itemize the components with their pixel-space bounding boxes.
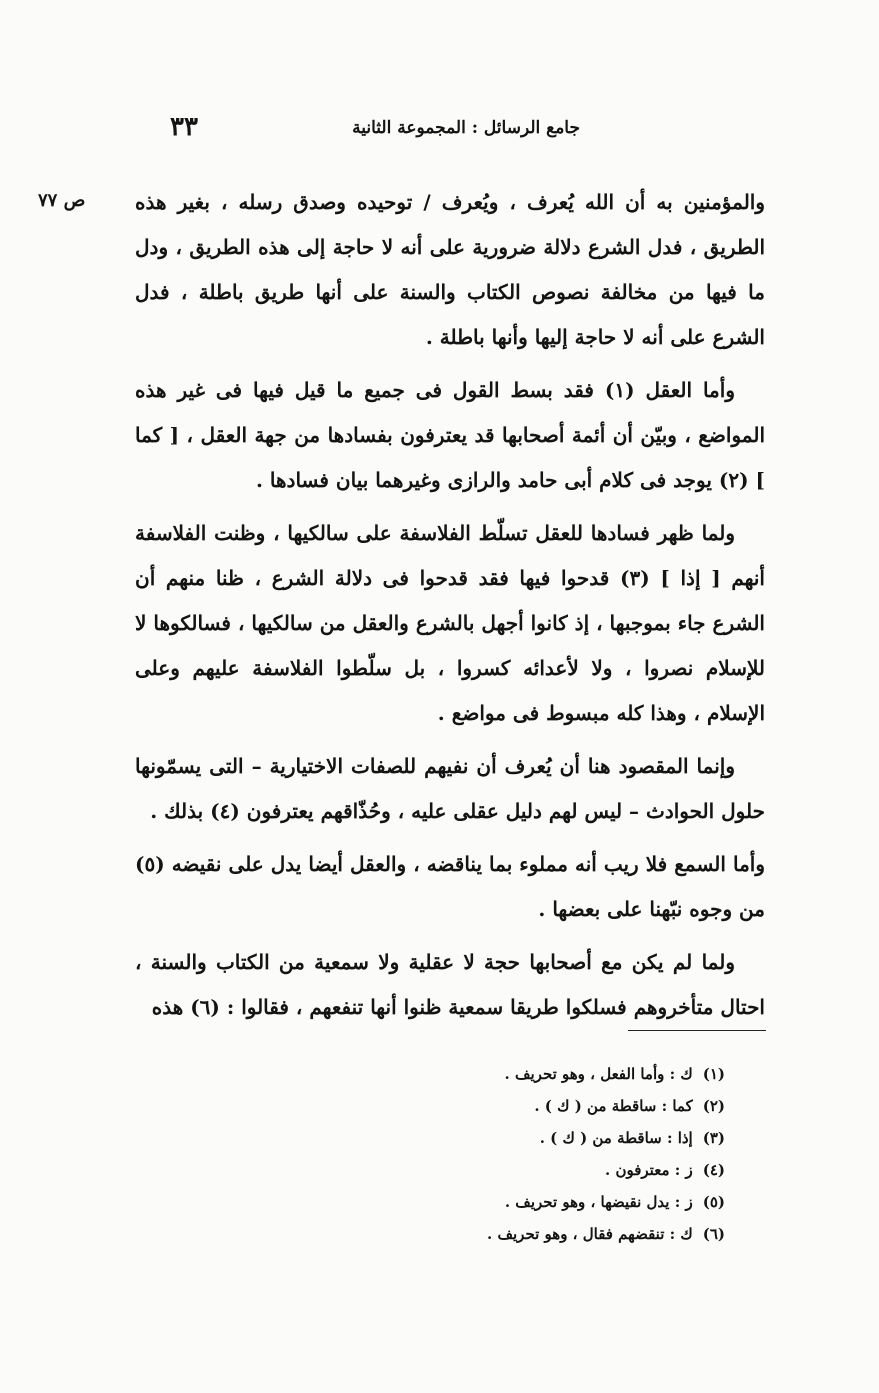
main-text [135,180,765,1038]
paragraph: وأما العقل (١) فقد بسط القول فى جميع ما قيل فيها فى غير هذه المواضع ، وبيّن أن أئمة أصحابها قد يعترفون بفسادها من جهة العقل ، [ كما ] (٢) يوجد فى كلام أبى حامد والرازى وغيرهما بيان فسادها . [135,378,765,492]
footnote-separator [628,1030,766,1031]
paragraph: ولما ظهر فسادها للعقل تسلّط الفلاسفة على سالكيها ، وظنت الفلاسفة أنهم [ إذا ] (٣) قدحوا فيها فقد قدحوا فى دلالة الشرع ، ظنا منهم أن الشرع جاء بموجبها ، إذ كانوا أجهل بالشرع والعقل من سالكيها ، فسالكوها لا للإسلام نصروا ، ولا لأعدائه كسروا ، بل سلّطوا الفلاسفة عليهم وعلى الإسلام ، وهذا كله مبسوط فى مواضع . [135,521,765,725]
footnote-number: (٤) [702,1161,725,1179]
footnote-number: (٦) [702,1225,725,1243]
footnote-number: (١) [702,1065,725,1083]
paragraph: والمؤمنين به أن الله يُعرف ، ويُعرف / توحيده وصدق رسله ، بغير هذه الطريق ، فدل الشرع دلالة ضرورية على أنه لا حاجة إلى هذه الطريق ، ودل ما فيها من مخالفة نصوص الكتاب والسنة على أنها طريق باطلة ، فدل الشرع على أنه لا حاجة إليها وأنها باطلة . [135,190,766,349]
footnote-number: (٣) [702,1129,725,1147]
footnote-text: إذا : ساقطة من ( ك ) . [539,1129,693,1147]
footnote [300,1154,725,1186]
footnote [300,1090,725,1122]
footnote-number: (٥) [702,1193,725,1211]
footnote-text: ز : يدل نقيضها ، وهو تحريف . [504,1193,693,1211]
footnotes [300,1058,725,1250]
footnote-text: ز : معترفون . [605,1161,693,1179]
footnote [300,1218,725,1250]
page-number: ٣٣ [170,112,198,142]
running-title: جامع الرسائل : المجموعة الثانية [352,118,580,138]
paragraph: ولما لم يكن مع أصحابها حجة لا عقلية ولا سمعية من الكتاب والسنة ، احتال متأخروهم فسلكوا طريقا سمعية ظنوا أنها تنفعهم ، فقالوا : (٦) هذه [135,950,765,1019]
footnote-number: (٢) [702,1097,725,1115]
footnote [300,1058,725,1090]
footnote [300,1122,725,1154]
margin-page-reference: ص ٧٧ [38,190,86,211]
footnote-text: ك : وأما الفعل ، وهو تحريف . [504,1065,693,1083]
footnote-text: ك : تنقضهم فقال ، وهو تحريف . [487,1225,693,1243]
paragraph: وأما السمع فلا ريب أنه مملوء بما يناقضه ، والعقل أيضا يدل على نقيضه (٥) من وجوه نبّهنا على بعضها . [135,852,765,921]
footnote-text: كما : ساقطة من ( ك ) . [534,1097,693,1115]
paragraph: وإنما المقصود هنا أن يُعرف أن نفيهم للصفات الاختيارية – التى يسمّونها حلول الحوادث – ليس لهم دليل عقلى عليه ، وحُذّاقهم يعترفون (٤) بذلك . [135,754,765,823]
running-header [170,112,760,148]
footnote [300,1186,725,1218]
